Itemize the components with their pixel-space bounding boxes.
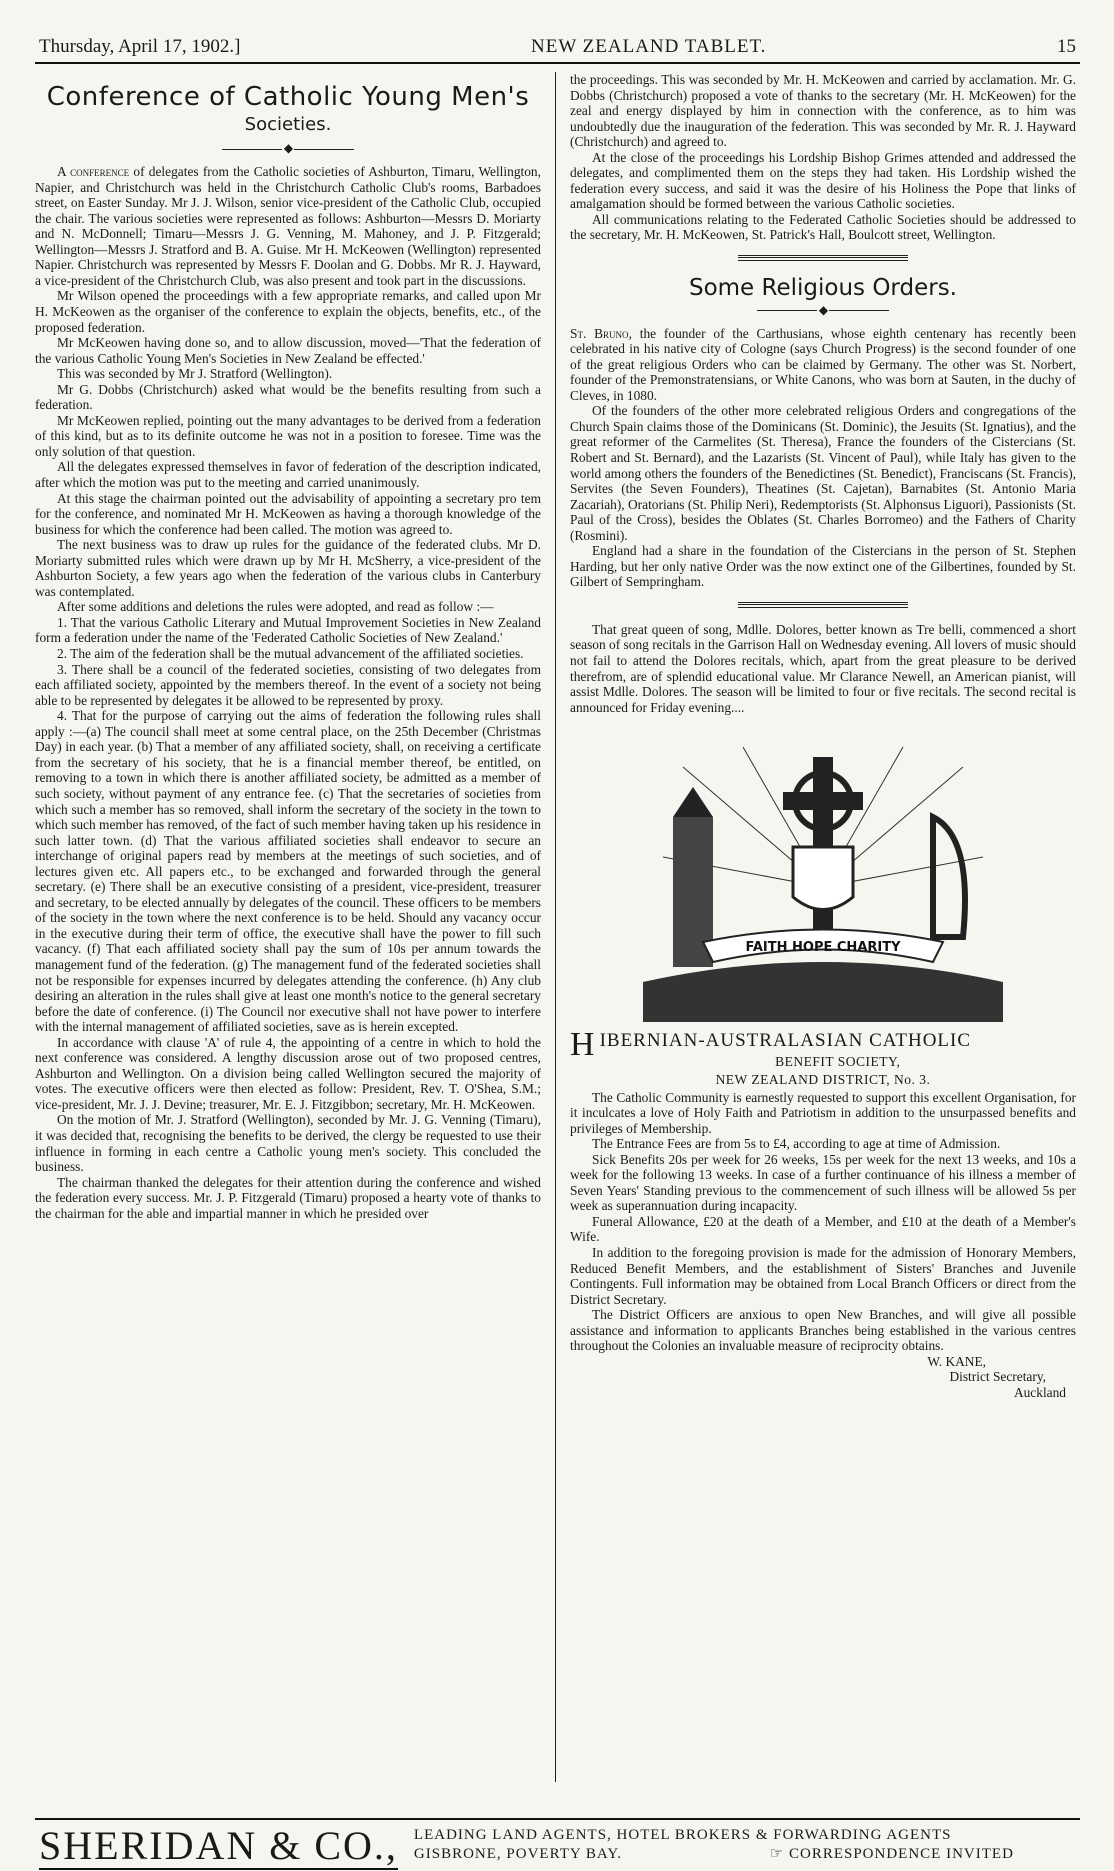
newspaper-page <box>35 36 1080 1868</box>
conference-paragraph: At this stage the chairman pointed out the advisability of appointing a secretary pro tem for the conference, and nominated Mr H. McKeowen as having a thorough knowledge of the business for which the conference had been called. The motion was agreed to. <box>35 490 541 537</box>
hibernian-paragraph: Sick Benefits 20s per week for 26 weeks, 15s per week for the next 13 weeks, and 10s a week for the following 13 weeks. In case of a further continuance of his illness a member of Seven Years' Standing previous to the commencement of such illness will be allowed 5s per week as superannuation during incapacity. <box>570 1151 1076 1214</box>
hibernian-paragraph: Funeral Allowance, £20 at the death of a Member, and £10 at the death of a Member's Wife. <box>570 1213 1076 1245</box>
conference-paragraph: Mr Wilson opened the proceedings with a few appropriate remarks, and called upon Mr H. McKeowen as the organiser of the conference to explain the objects, benefits, etc., of the proposed federation. <box>35 288 541 335</box>
orders-headline: Some Religious Orders. <box>688 275 957 302</box>
emblem-banner-text: FAITH HOPE CHARITY <box>745 940 901 956</box>
conference-paragraph: Mr McKeowen replied, pointing out the many advantages to be derived from a federation of this kind, but as to its definite outcome he was not in a position to foresee. Time was the only solution of that question. <box>35 412 541 459</box>
dolores-notice: That great queen of song, Mdlle. Dolores, better known as Tre belli, commenced a short season of song recitals in the Garrison Hall on Wednesday evening. All lovers of music should not fail to attend the Dolores recitals, which, apart from the great pleasure to be derived therefrom, are of splendid educational value. Mr Clarance Newell, an American pianist, will assist Mdlle. Dolores. The season will be limited to four or five recitals. The second recital is announced for Friday evening.... <box>570 621 1076 715</box>
issue-date: Thursday, April 17, 1902.] <box>39 36 241 57</box>
conference-paragraph: The next business was to draw up rules for the guidance of the federated clubs. Mr D. Moriarty submitted rules which were drawn up by Mr H. McSherry, a vice-president of the Ashburton Society, a few years ago when the federation of the various clubs in Canterbury was contemplated. <box>35 537 541 599</box>
section-divider: ◆ <box>570 304 1076 318</box>
left-column <box>35 72 555 1782</box>
advert-line: LEADING LAND AGENTS, HOTEL BROKERS & FORWARDING AGENTS <box>413 1827 952 1843</box>
conference-continued: the proceedings. This was seconded by Mr. H. McKeowen and carried by acclamation. Mr. G. Dobbs (Christchurch) proposed a vote of thanks to the secretary (Mr. H. McKeowen) for the zeal and energy displayed by him in connection with the conference, as to him was undoubtedly due the inauguration of the federation. This was seconded by Mr. R. J. Hayward (Christchurch) and agreed to. <box>570 72 1076 150</box>
hibernian-paragraph: The District Officers are anxious to open New Branches, and will give all possible assistance and information to applicants Branches being established in the various centres throughout the Colonies an invaluable measure of reciprocity obtains. <box>570 1307 1076 1354</box>
rule-paragraph: 3. There shall be a council of the federated societies, consisting of two delegates from each affiliated society, appointed by the members thereof. In the event of a society not being able to be represented by delegates it be allowed to be represented by proxy. <box>35 661 541 708</box>
double-rule <box>738 602 908 608</box>
rule-paragraph: 2. The aim of the federation shall be the mutual advancement of the affiliated societies. <box>57 646 524 662</box>
lead-word: A conference <box>57 164 130 180</box>
advertiser-name: SHERIDAN & CO., <box>39 1823 398 1868</box>
advert-details <box>414 1826 1014 1864</box>
hibernian-district: NEW ZEALAND DISTRICT, No. 3. <box>715 1071 931 1087</box>
section-divider: ◆ <box>35 142 541 156</box>
hibernian-subtitle: BENEFIT SOCIETY, <box>775 1054 901 1070</box>
orders-paragraph: Of the founders of the other more celebrated religious Orders and congregations of the Church Spain claims those of the Dominicans (St. Dominic), the Jesuits (St. Ignatius), and the great reformer of the Carmelites (St. Theresa), France the founders of the Cistercians (St. Robert and St. Bernard), and the Lazarists (St. Vincent of Paul), while Italy has given to the world among others the founders of the Benedictines (St. Benedict), Franciscans (St. Francis), Servites (the Seven Founders), Theatines (St. Cajetan), Barnabites (St. Antonio Maria Zacariah), Oratorians (St. Philip Neri), Redemptorists (St. Alphonsus Liguori), Passionists (St. Paul of the Cross), besides the Oblates (St. Charles Borromeo) and the Fathers of Charity (Rosmini). <box>570 403 1076 543</box>
conference-paragraph: Mr McKeowen having done so, and to allow discussion, moved—'That the federation of the various Catholic Young Men's Societies in New Zealand be effected.' <box>35 335 541 366</box>
right-column <box>556 72 1076 1782</box>
conference-paragraph: The chairman thanked the delegates for their attention during the conference and wished the federation every success. Mr. J. P. Fitzgerald (Timaru) proposed a hearty vote of thanks to the chairman for the able and impartial manner in which he presided over <box>35 1174 541 1221</box>
hibernian-emblem-illustration <box>643 737 1003 1022</box>
signature-place: Auckland <box>1013 1384 1066 1400</box>
masthead <box>35 36 1080 64</box>
footer-rule <box>35 1818 1080 1820</box>
advert-line: GISBRONE, POVERTY BAY. <box>413 1845 622 1862</box>
conference-paragraph: All the delegates expressed themselves in favor of federation of the description indicated, after which the motion was put to the meeting and carried unanimously. <box>35 459 541 491</box>
lead-word: St. Bruno <box>570 325 629 341</box>
rule-paragraph: 4. That for the purpose of carrying out the aims of federation the following rules shall apply :—(a) The council shall meet at some central place, on the 25th December (Christmas Day) in each year. (b) That a member of any affiliated society, shall, on receiving a certificate from the secretary of his society, that he is a financial member thereof, be entitled, on removing to a town in which there is another affiliated society, be admitted as a member of such society, without payment of any entrance fee. (c) That the secretaries of societies from which such a member has so removed, shall inform the secretary of the society in the town to which such member has removed, of the fact of such member having taken up his residence in such latter town. (d) That the various affiliated societies shall endeavor to secure an interchange of original papers read by members at the meetings of such societies, and of lectures given etc. All papers etc., to be exchanged and forwarded through the general secretary. (e) There shall be an executive consisting of a president, vice-president, treasurer and secretary, to be elected annually by delegates of the council. These officers to be members of the society in the town where the next conference is to be held. Should any vacancy occur in the executive during their term of office, the executive shall have the power to fill such vacancy. (f) That each affiliated society shall pay the sum of 10s per annum towards the management fund of the federation. (g) The management fund of the federated societies shall not be responsible for expenses incurred by delegates attending the conference. (h) Any club desiring an alteration in the rules shall give at least one month's notice to the general secretary before the date of conference. (i) The Council nor executive shall not have power to interfere with the internal management of affiliated societies, save as is herein excepted. <box>35 708 541 1035</box>
conference-paragraph: On the motion of Mr. J. Stratford (Wellington), seconded by Mr. J. G. Venning (Timaru), it was decided that, recognising the benefits to be derived, the clergy be requested to use their influence in forming in each centre a Catholic young men's society. This concluded the business. <box>35 1112 541 1175</box>
orders-paragraph: England had a share in the foundation of the Cistercians in the person of St. Stephen Harding, but her only native Order was the now extinct one of the Gilbertines, founded by St. Gilbert of Sempringham. <box>570 543 1076 590</box>
drop-cap: H <box>570 1026 596 1064</box>
hibernian-title: HIBERNIAN-AUSTRALASIAN CATHOLIC <box>570 1026 972 1064</box>
conference-continued: All communications relating to the Federated Catholic Societies should be addressed to the secretary, Mr. H. McKeowen, St. Patrick's Hall, Boulcott street, Wellington. <box>570 211 1076 243</box>
conference-paragraph: Mr G. Dobbs (Christchurch) asked what would be the benefits resulting from such a federation. <box>35 381 541 413</box>
signature-role: District Secretary, <box>949 1369 1046 1385</box>
page-number: 15 <box>1057 36 1076 57</box>
orders-paragraph: St. Bruno, the founder of the Carthusians, whose eighth centenary has recently been celebrated in his native city of Cologne (says Church Progress) is the second founder of one of the great religious Orders who can be claimed by Germany. The other was St. Norbert, founder of the Premonstratensians, or White Canons, who was born at Sauten, in the duchy of Cleves, in 1080. <box>570 325 1076 403</box>
conference-paragraph: After some additions and deletions the rules were adopted, and read as follow :— <box>57 599 494 615</box>
footer-advert <box>39 1823 1079 1870</box>
paper-title: NEW ZEALAND TABLET. <box>531 36 767 57</box>
columns <box>35 72 1080 1782</box>
hibernian-paragraph: In addition to the foregoing provision is made for the admission of Honorary Members, Reduced Benefit Members, and the establishment of Sisters' Branches and Juvenile Contingents. Full information may be obtained from Local Branch Officers or direct from the District Secretary. <box>570 1244 1076 1307</box>
double-rule <box>738 255 908 261</box>
advert-line: ☞ CORRESPONDENCE INVITED <box>769 1845 1014 1862</box>
conference-headline: Conference of Catholic Young Men's <box>46 82 530 112</box>
conference-paragraph: This was seconded by Mr J. Stratford (Wellington). <box>57 366 333 382</box>
conference-paragraph: In accordance with clause 'A' of rule 4, the appointing of a centre in which to hold the next conference was considered. A lengthy discussion arose out of two proposed centres, Ashburton and Wellington. On a division being called Wellington secured the majority of votes. The executive officers were then elected as follow: President, Rev. T. O'Shea, S.M.; vice-president, Mr. J. J. Devine; treasurer, Mr. E. J. Fitzgibbon; secretary, Mr. H. McKeowen. <box>35 1034 541 1112</box>
conference-continued: At the close of the proceedings his Lordship Bishop Grimes attended and addressed the delegates, and complimented them on the steps they had taken. His Lordship wished the federation every success, and said it was the desire of his Holiness the Pope that links of amalgamation should be formed between the various Catholic societies. <box>570 149 1076 212</box>
signature-name: W. KANE, <box>927 1353 986 1369</box>
hibernian-paragraph: The Catholic Community is earnestly requested to support this excellent Organisation, for it inculcates a love of Holy Faith and Patriotism in addition to the unsurpassed benefits and privileges of Membership. <box>570 1089 1076 1136</box>
rule-paragraph: 1. That the various Catholic Literary and Mutual Improvement Societies in New Zealand form a federation under the name of the 'Federated Catholic Societies of New Zealand.' <box>35 614 541 646</box>
hibernian-paragraph: The Entrance Fees are from 5s to £4, according to age at time of Admission. <box>592 1136 1001 1152</box>
conference-subhead: Societies. <box>244 114 332 136</box>
conference-paragraph: A conference of delegates from the Catholic societies of Ashburton, Timaru, Wellington, Napier, and Christchurch was held in the Christchurch Catholic Club's rooms, Barbadoes street, on Easter Sunday. Mr J. J. Wilson, senior vice-president of the Catholic Club, occupied the chair. The various societies were represented as follows: Ashburton—Messrs D. Moriarty and N. McDonnell; Timaru—Messrs J. G. Venning, M. Mahoney, and J. P. Fitzgerald; Wellington—Messrs J. Stratford and B. A. Guise. Mr H. McKeowen (Wellington) represented Napier. Christchurch was represented by Messrs F. Doolan and G. Dobbs. Mr R. J. Hayward, a vice-president of the Christchurch Club, was also present and took part in the discussions. <box>35 164 541 288</box>
